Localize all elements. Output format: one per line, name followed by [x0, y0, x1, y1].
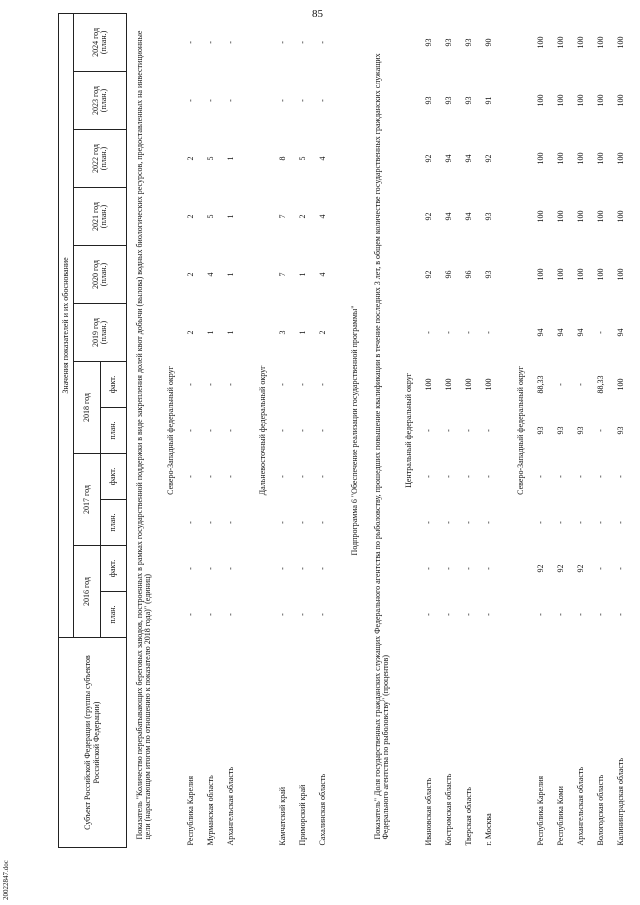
value-cell: -: [423, 613, 433, 616]
fact-header: факт.: [100, 362, 127, 408]
year-header-2020: 2020 год (план.): [74, 246, 127, 304]
value-cell: -: [185, 383, 195, 386]
value-cell: 92: [423, 212, 433, 221]
value-cell: -: [225, 475, 235, 478]
value-cell: -: [483, 475, 493, 478]
value-cell: -: [423, 475, 433, 478]
value-cell: -: [277, 429, 287, 432]
indicators-table: [58, 13, 631, 848]
value-cell: 100: [535, 210, 545, 223]
value-cell: 100: [615, 378, 625, 391]
value-cell: -: [205, 613, 215, 616]
subject-name: Республика Карелия: [185, 775, 195, 846]
value-cell: 100: [595, 36, 605, 49]
value-cell: -: [463, 613, 473, 616]
value-cell: -: [443, 429, 453, 432]
value-cell: 100: [555, 268, 565, 281]
document-filename: 20022847.doc: [2, 860, 10, 900]
year-header-2024: 2024 год (план.): [74, 13, 127, 71]
value-cell: -: [205, 475, 215, 478]
value-cell: -: [483, 567, 493, 570]
value-cell: 100: [615, 36, 625, 49]
value-cell: 100: [443, 378, 453, 391]
value-cell: -: [297, 41, 307, 44]
value-cell: 1: [225, 330, 235, 335]
value-cell: -: [423, 331, 433, 334]
fact-header: факт.: [100, 546, 127, 592]
value-cell: -: [463, 521, 473, 524]
spacer: [499, 13, 511, 847]
value-cell: 93: [535, 426, 545, 435]
value-cell: -: [225, 521, 235, 524]
value-cell: -: [225, 567, 235, 570]
plan-header: план.: [100, 592, 127, 638]
value-cell: 100: [575, 36, 585, 49]
value-cell: -: [317, 383, 327, 386]
value-cell: -: [555, 613, 565, 616]
value-cell: -: [317, 613, 327, 616]
value-cell: -: [297, 475, 307, 478]
value-cell: -: [615, 521, 625, 524]
table-row: [439, 13, 459, 847]
value-cell: -: [595, 521, 605, 524]
value-cell: 96: [463, 270, 473, 279]
value-cell: 2: [317, 330, 327, 335]
value-cell: 93: [615, 426, 625, 435]
value-cell: 100: [575, 210, 585, 223]
year-header-2018: 2018 год: [74, 362, 101, 454]
value-cell: -: [317, 41, 327, 44]
table-header: [59, 13, 127, 847]
value-cell: -: [297, 383, 307, 386]
value-cell: 100: [555, 36, 565, 49]
value-cell: 100: [615, 210, 625, 223]
rotated-table-page: [58, 18, 625, 848]
value-cell: -: [555, 475, 565, 478]
value-cell: 2: [185, 156, 195, 161]
subject-name: Архангельская область: [225, 766, 235, 846]
value-cell: 100: [535, 94, 545, 107]
district-heading: Центральный федеральный округ: [403, 372, 413, 488]
value-cell: -: [277, 475, 287, 478]
value-cell: 100: [535, 268, 545, 281]
value-cell: 100: [555, 94, 565, 107]
value-cell: -: [575, 475, 585, 478]
value-cell: -: [483, 521, 493, 524]
value-cell: -: [225, 383, 235, 386]
value-cell: 1: [225, 156, 235, 161]
spacer: [333, 13, 345, 847]
value-cell: -: [443, 331, 453, 334]
value-cell: 93: [463, 96, 473, 105]
subject-name: Приморский край: [297, 784, 307, 846]
subject-name: Вологодская область: [595, 774, 605, 846]
table-row: [459, 13, 479, 847]
value-cell: 93: [483, 212, 493, 221]
value-cell: 94: [463, 154, 473, 163]
value-cell: -: [205, 41, 215, 44]
value-cell: -: [595, 429, 605, 432]
value-cell: 92: [423, 270, 433, 279]
value-cell: -: [297, 613, 307, 616]
value-cell: 100: [535, 152, 545, 165]
value-cell: 94: [463, 212, 473, 221]
value-cell: -: [595, 331, 605, 334]
value-cell: -: [317, 429, 327, 432]
value-cell: -: [463, 331, 473, 334]
year-header-2019: 2019 год (план.): [74, 304, 127, 362]
value-cell: 100: [483, 378, 493, 391]
indicator-note: Показатель "Количество перерабатывающих береговых заводов, построенных в рамках государственной поддержки в виде закрепления долей квот добычи (вылова) водных биологических ресурсов, предоставленных на инвестиционные цели (нарастающим итогом по отношению к показателю 2018 года)" (единиц): [134, 30, 152, 840]
value-cell: -: [443, 613, 453, 616]
value-cell: 100: [615, 268, 625, 281]
value-cell: -: [595, 475, 605, 478]
value-cell: -: [297, 429, 307, 432]
subject-name: Республика Коми: [555, 786, 565, 846]
subject-name: Ивановская область: [423, 777, 433, 846]
value-cell: 92: [483, 154, 493, 163]
value-cell: -: [535, 521, 545, 524]
value-cell: -: [317, 475, 327, 478]
table-row: [531, 13, 551, 847]
indicator-note: Показатель" Доля государственных гражданских служащих Федерального агентства по рыболовству, прошедших повышение квалификации в течение последних 3 лет, в общем количестве государственных гражданских служащих Федерального агентства по рыболовству" (процентов): [372, 53, 390, 840]
value-cell: 94: [575, 328, 585, 337]
year-header-2016: 2016 год: [74, 546, 101, 638]
subject-name: Сахалинская область: [317, 773, 327, 846]
value-cell: 93: [423, 38, 433, 47]
value-cell: -: [575, 383, 585, 386]
value-cell: 88,33: [535, 375, 545, 394]
value-cell: 1: [225, 214, 235, 219]
table-row: [181, 13, 201, 847]
value-cell: 94: [535, 328, 545, 337]
subject-header: Субъект Российской Федерации (группы субъектов Российской Федерации): [59, 638, 127, 848]
page-number: 85: [312, 8, 323, 20]
value-cell: -: [205, 521, 215, 524]
value-cell: 93: [555, 426, 565, 435]
value-cell: -: [615, 475, 625, 478]
subject-name: Мурманская область: [205, 775, 215, 846]
value-cell: -: [463, 429, 473, 432]
value-cell: -: [277, 521, 287, 524]
value-cell: -: [277, 567, 287, 570]
value-cell: 94: [615, 328, 625, 337]
value-cell: 100: [575, 94, 585, 107]
value-cell: -: [595, 613, 605, 616]
value-cell: -: [317, 99, 327, 102]
value-cell: 5: [205, 156, 215, 161]
value-cell: 8: [277, 156, 287, 161]
value-cell: 100: [463, 378, 473, 391]
value-cell: -: [483, 429, 493, 432]
value-cell: -: [225, 613, 235, 616]
table-row: [611, 13, 631, 847]
value-cell: -: [463, 567, 473, 570]
value-cell: -: [297, 99, 307, 102]
value-cell: -: [615, 567, 625, 570]
values-header: Значения показателей и их обоснование: [59, 13, 74, 637]
value-cell: -: [185, 475, 195, 478]
value-cell: -: [535, 613, 545, 616]
value-cell: 2: [185, 330, 195, 335]
table-row: [591, 13, 611, 847]
value-cell: -: [277, 613, 287, 616]
value-cell: 100: [595, 94, 605, 107]
value-cell: 93: [443, 96, 453, 105]
table-row: [571, 13, 591, 847]
table-row: [221, 13, 241, 847]
value-cell: 92: [575, 564, 585, 573]
value-cell: 92: [423, 154, 433, 163]
value-cell: -: [595, 567, 605, 570]
value-cell: -: [277, 383, 287, 386]
value-cell: 100: [575, 268, 585, 281]
value-cell: 93: [463, 38, 473, 47]
value-cell: 5: [205, 214, 215, 219]
value-cell: -: [277, 41, 287, 44]
value-cell: 100: [575, 152, 585, 165]
value-cell: -: [205, 99, 215, 102]
value-cell: -: [205, 429, 215, 432]
subject-name: Архангельская область: [575, 766, 585, 846]
value-cell: 100: [595, 268, 605, 281]
value-cell: -: [483, 613, 493, 616]
value-cell: -: [555, 521, 565, 524]
value-cell: -: [575, 613, 585, 616]
value-cell: 1: [225, 272, 235, 277]
value-cell: 93: [483, 270, 493, 279]
value-cell: 100: [595, 152, 605, 165]
table-row: [419, 13, 439, 847]
value-cell: 94: [555, 328, 565, 337]
value-cell: -: [443, 567, 453, 570]
value-cell: -: [423, 429, 433, 432]
value-cell: 7: [277, 272, 287, 277]
value-cell: -: [443, 475, 453, 478]
value-cell: 100: [555, 152, 565, 165]
value-cell: 92: [555, 564, 565, 573]
value-cell: 93: [443, 38, 453, 47]
value-cell: 100: [615, 152, 625, 165]
value-cell: 100: [423, 378, 433, 391]
value-cell: 4: [317, 214, 327, 219]
value-cell: -: [575, 521, 585, 524]
value-cell: 91: [483, 96, 493, 105]
fact-header: факт.: [100, 454, 127, 500]
value-cell: -: [535, 475, 545, 478]
value-cell: 4: [317, 156, 327, 161]
value-cell: 93: [575, 426, 585, 435]
value-cell: -: [185, 41, 195, 44]
value-cell: -: [463, 475, 473, 478]
value-cell: -: [185, 613, 195, 616]
value-cell: 100: [615, 94, 625, 107]
value-cell: 88,33: [595, 375, 605, 394]
year-header-2023: 2023 год (план.): [74, 72, 127, 130]
value-cell: 2: [297, 214, 307, 219]
value-cell: 94: [443, 154, 453, 163]
value-cell: -: [317, 521, 327, 524]
year-header-2022: 2022 год (план.): [74, 130, 127, 188]
value-cell: -: [555, 383, 565, 386]
plan-header: план.: [100, 408, 127, 454]
subject-name: Калининградская область: [615, 757, 625, 846]
value-cell: -: [297, 567, 307, 570]
value-cell: -: [225, 41, 235, 44]
value-cell: -: [423, 567, 433, 570]
value-cell: 100: [535, 36, 545, 49]
value-cell: -: [483, 331, 493, 334]
value-cell: 7: [277, 214, 287, 219]
subprogram-heading: Подпрограмма 6 "Обеспечение реализации государственной программы": [349, 305, 359, 556]
value-cell: 4: [317, 272, 327, 277]
subject-name: г. Москва: [483, 813, 493, 846]
value-cell: 96: [443, 270, 453, 279]
table-row: [551, 13, 571, 847]
value-cell: -: [225, 429, 235, 432]
value-cell: -: [185, 99, 195, 102]
value-cell: -: [185, 429, 195, 432]
table-row: [313, 13, 333, 847]
district-heading: Дальневосточный федеральный округ: [257, 365, 267, 496]
subject-name: Костромская область: [443, 773, 453, 846]
table-row: [273, 13, 293, 847]
value-cell: 1: [205, 330, 215, 335]
value-cell: -: [317, 567, 327, 570]
value-cell: -: [185, 521, 195, 524]
subject-name: Камчатский край: [277, 786, 287, 846]
value-cell: -: [225, 99, 235, 102]
value-cell: -: [615, 613, 625, 616]
value-cell: 90: [483, 38, 493, 47]
value-cell: -: [297, 521, 307, 524]
value-cell: -: [205, 567, 215, 570]
value-cell: 100: [595, 210, 605, 223]
value-cell: 1: [297, 272, 307, 277]
value-cell: -: [185, 567, 195, 570]
value-cell: -: [423, 521, 433, 524]
value-cell: 94: [443, 212, 453, 221]
year-header-2021: 2021 год (план.): [74, 188, 127, 246]
subject-name: Республика Карелия: [535, 775, 545, 846]
value-cell: 93: [423, 96, 433, 105]
table-row: [479, 13, 499, 847]
spacer: [241, 13, 253, 847]
value-cell: 5: [297, 156, 307, 161]
value-cell: 100: [555, 210, 565, 223]
value-cell: 1: [297, 330, 307, 335]
table-row: [293, 13, 313, 847]
district-heading: Северо-Западный федеральный округ: [165, 366, 175, 495]
value-cell: -: [205, 383, 215, 386]
plan-header: план.: [100, 500, 127, 546]
subject-name: Тверская область: [463, 787, 473, 846]
value-cell: 2: [185, 214, 195, 219]
district-heading: Северо-Западный федеральный округ: [515, 366, 525, 495]
value-cell: 2: [185, 272, 195, 277]
value-cell: -: [443, 521, 453, 524]
table-body: [127, 13, 632, 847]
value-cell: 3: [277, 330, 287, 335]
table-row: [201, 13, 221, 847]
value-cell: 92: [535, 564, 545, 573]
value-cell: 4: [205, 272, 215, 277]
value-cell: -: [277, 99, 287, 102]
year-header-2017: 2017 год: [74, 454, 101, 546]
